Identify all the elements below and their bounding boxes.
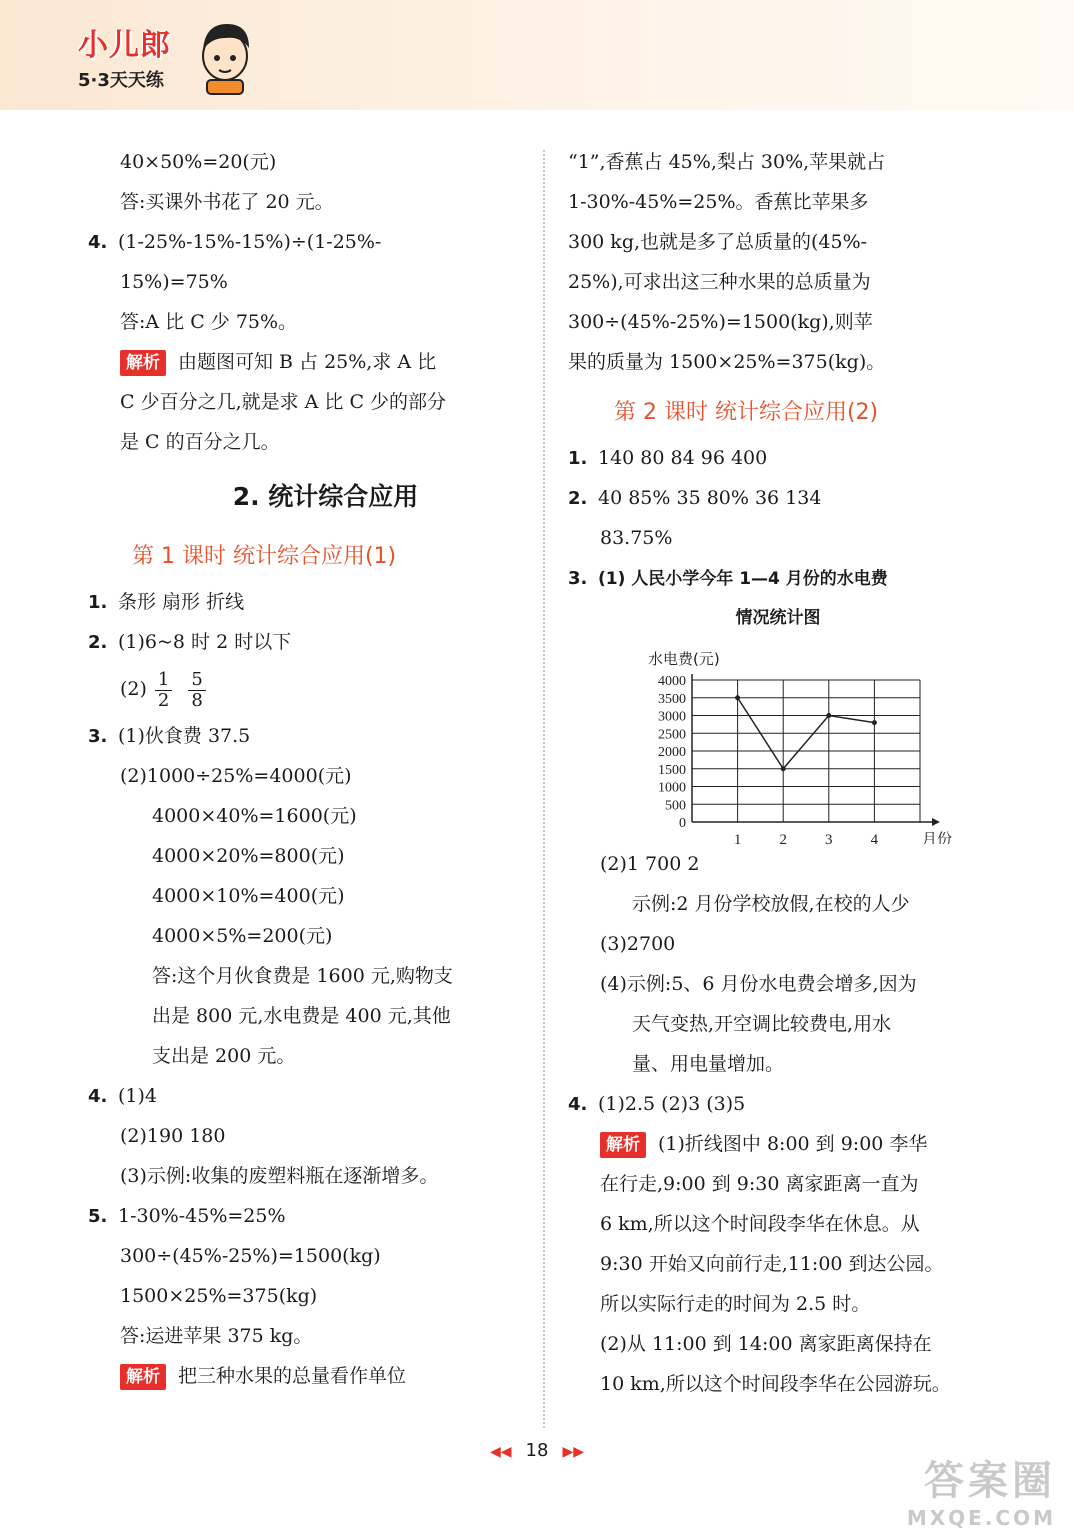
chart-title: 情况统计图	[735, 608, 821, 628]
question-4	[88, 222, 523, 262]
text-line: 9:30 开始又向前行走,11:00 到达公园。	[600, 1253, 944, 1275]
text-line: 所以实际行走的时间为 2.5 时。	[600, 1293, 871, 1315]
column-divider	[543, 150, 545, 1428]
numerator: 1	[155, 670, 172, 691]
text-line: (2)1000÷25%=4000(元)	[120, 765, 352, 787]
prev-page-arrows-icon: ◀◀	[490, 1444, 512, 1460]
question-number: 1.	[88, 592, 108, 613]
text-line: “1”,香蕉占 45%,梨占 30%,苹果就占	[568, 151, 886, 173]
y-tick-label: 2000	[658, 745, 686, 760]
text-line: (1)折线图中 8:00 到 9:00 李华	[658, 1133, 928, 1155]
text-line: 示例:2 月份学校放假,在校的人少	[632, 893, 910, 915]
y-axis-label: 水电费(元)	[648, 650, 720, 668]
text-line: 1-30%-45%=25%	[118, 1205, 286, 1227]
text-line: 答:运进苹果 375 kg。	[120, 1325, 313, 1347]
text-line: 6 km,所以这个时间段李华在休息。从	[600, 1213, 920, 1235]
brand-name: 小儿郎	[78, 28, 171, 63]
analysis-tag: 解析	[120, 1364, 166, 1390]
x-tick-label: 4	[870, 832, 879, 844]
question-number: 3.	[568, 568, 588, 589]
text-line: (4)示例:5、6 月份水电费会增多,因为	[600, 973, 917, 995]
question-2	[88, 622, 523, 662]
text-line: 条形 扇形 折线	[118, 591, 245, 613]
data-point	[781, 766, 786, 771]
text-line: 40×50%=20(元)	[120, 151, 277, 173]
text-line: 果的质量为 1500×25%=375(kg)。	[568, 351, 886, 373]
left-column	[88, 142, 523, 1396]
text-line: (2)	[120, 678, 147, 700]
y-tick-label: 3500	[658, 691, 686, 707]
next-page-arrows-icon: ▶▶	[562, 1444, 584, 1460]
text-line: (3)2700	[600, 933, 676, 955]
right-column	[568, 142, 1008, 1404]
series-name: 5·3天天练	[78, 70, 164, 91]
question-number: 2.	[568, 488, 588, 509]
lesson-title: 第 2 课时 统计综合应用(2)	[614, 400, 879, 425]
answer-1	[568, 438, 1008, 478]
watermark-main: 答案圈	[924, 1458, 1056, 1504]
text-line: (1)6~8 时 2 时以下	[118, 631, 292, 653]
text-line: 4000×40%=1600(元)	[152, 805, 357, 827]
question-5	[88, 1196, 523, 1236]
text-line: 答:这个月伙食费是 1600 元,购物支	[152, 965, 453, 987]
text-line: (1)2.5 (2)3 (3)5	[598, 1093, 746, 1115]
mascot-boy-icon	[195, 16, 257, 96]
text-line: 40 85% 35 80% 36 134	[598, 487, 822, 509]
y-tick-label: 0	[679, 816, 686, 831]
analysis-line	[88, 1356, 523, 1396]
text-line: 300÷(45%-25%)=1500(kg)	[120, 1245, 381, 1267]
text-line: 1-30%-45%=25%。香蕉比苹果多	[568, 191, 869, 213]
question-number: 5.	[88, 1206, 108, 1227]
answer-3	[568, 558, 1008, 598]
chart-container	[568, 638, 1008, 844]
section-title: 2. 统计综合应用	[232, 482, 419, 511]
y-tick-label: 1500	[658, 762, 686, 778]
text-line: 1500×25%=375(kg)	[120, 1285, 318, 1307]
question-number: 4.	[568, 1094, 588, 1115]
text-line: (1)4	[118, 1085, 158, 1107]
denominator: 8	[191, 689, 203, 711]
lesson-title: 第 1 课时 统计综合应用(1)	[132, 544, 397, 569]
question-1	[88, 582, 523, 622]
text-line: (2)从 11:00 到 14:00 离家距离保持在	[600, 1333, 932, 1355]
question-number: 4.	[88, 232, 108, 253]
text-line: 答:A 比 C 少 75%。	[120, 311, 298, 333]
watermark-sub: MXQE.COM	[906, 1506, 1056, 1530]
denominator: 2	[157, 689, 170, 711]
text-line: 300÷(45%-25%)=1500(kg),则苹	[568, 311, 873, 333]
x-tick-label: 3	[825, 832, 833, 844]
data-point	[826, 713, 831, 718]
y-tick-label: 1000	[658, 780, 686, 796]
analysis-tag: 解析	[120, 350, 166, 376]
fraction-line	[88, 662, 523, 716]
analysis-tag: 解析	[600, 1132, 646, 1158]
text-line: 由题图可知 B 占 25%,求 A 比	[178, 351, 437, 373]
text-line: (1-25%-15%-15%)÷(1-25%-	[118, 231, 382, 253]
y-tick-label: 2500	[658, 727, 686, 743]
y-tick-label: 3000	[658, 709, 686, 725]
text-line: 答:买课外书花了 20 元。	[120, 191, 334, 213]
text-line: (2)190 180	[120, 1125, 226, 1147]
line-chart	[568, 638, 1008, 844]
question-number: 2.	[88, 632, 108, 653]
text-line: 出是 800 元,水电费是 400 元,其他	[152, 1005, 451, 1027]
data-point	[872, 720, 877, 725]
text-line: 支出是 200 元。	[152, 1045, 296, 1067]
text-line: 83.75%	[600, 527, 673, 549]
answer-2	[568, 478, 1008, 518]
question-4b	[88, 1076, 523, 1116]
analysis-line	[568, 1124, 1008, 1164]
text-line: 4000×20%=800(元)	[152, 845, 345, 867]
text-line: 是 C 的百分之几。	[120, 431, 280, 453]
numerator: 5	[188, 670, 205, 691]
page-number: 18	[525, 1440, 549, 1461]
text-line: (1) 人民小学今年 1—4 月份的水电费	[598, 569, 888, 589]
fraction-one-half	[155, 670, 172, 711]
x-axis-arrow	[932, 818, 940, 826]
text-line: C 少百分之几,就是求 A 比 C 少的部分	[120, 391, 447, 413]
question-number: 4.	[88, 1086, 108, 1107]
text-line: (2)1 700 2	[600, 853, 700, 875]
text-line: 把三种水果的总量看作单位	[178, 1365, 407, 1387]
text-line: 25%),可求出这三种水果的总质量为	[568, 271, 871, 293]
watermark	[907, 1449, 1056, 1530]
y-tick-label: 500	[665, 798, 686, 814]
text-line: 天气变热,开空调比较费电,用水	[632, 1013, 892, 1035]
x-tick-label: 1	[733, 832, 742, 844]
question-3	[88, 716, 523, 756]
y-tick-label: 4000	[658, 674, 686, 689]
question-number: 1.	[568, 448, 588, 469]
question-number: 3.	[88, 726, 108, 747]
text-line: (3)示例:收集的废塑料瓶在逐渐增多。	[120, 1165, 439, 1187]
data-point	[735, 695, 740, 700]
x-axis-label: 月份	[922, 830, 953, 844]
text-line: 4000×10%=400(元)	[152, 885, 345, 907]
text-line: 10 km,所以这个时间段李华在公园游玩。	[600, 1373, 951, 1395]
text-line: 140 80 84 96 400	[598, 447, 768, 469]
answer-4	[568, 1084, 1008, 1124]
text-line: 300 kg,也就是多了总质量的(45%-	[568, 231, 868, 253]
brand-logo	[78, 20, 171, 92]
text-line: 15%)=75%	[120, 271, 228, 293]
text-line: (1)伙食费 37.5	[118, 725, 251, 747]
text-line: 在行走,9:00 到 9:30 离家距离一直为	[600, 1173, 919, 1195]
text-line: 量、用电量增加。	[632, 1053, 785, 1075]
text-line: 4000×5%=200(元)	[152, 925, 333, 947]
analysis-line	[88, 342, 523, 382]
fraction-five-eighths	[188, 670, 205, 711]
x-tick-label: 2	[779, 832, 787, 844]
